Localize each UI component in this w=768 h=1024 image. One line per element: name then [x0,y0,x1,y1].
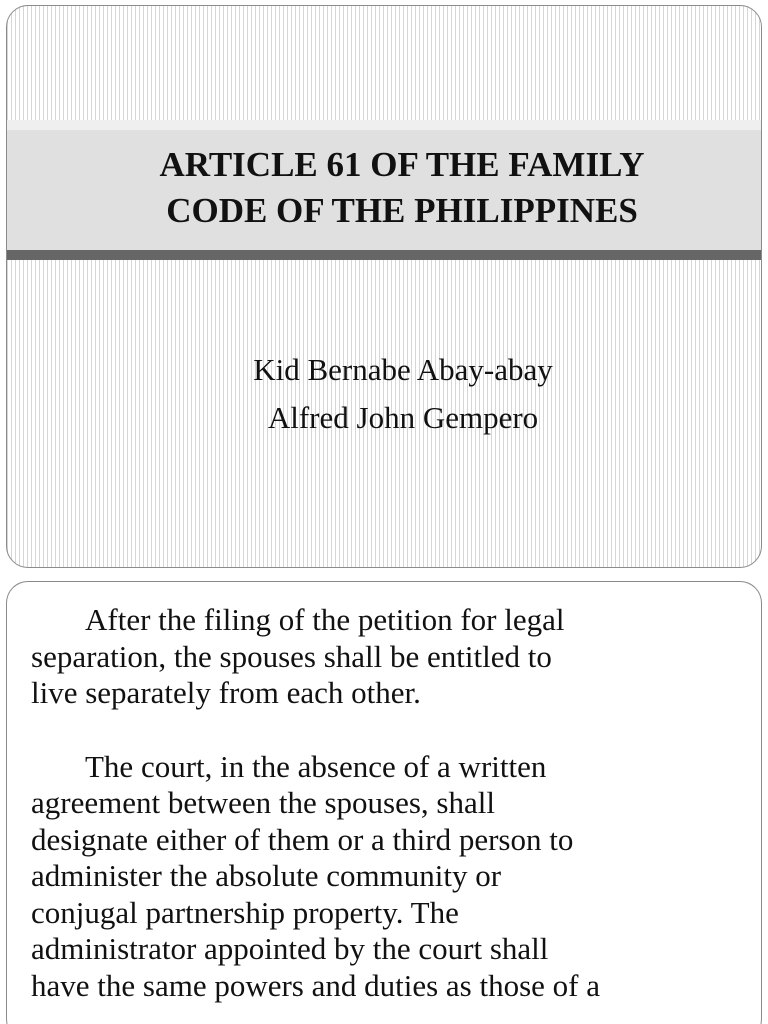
text-line: The court, in the absence of a written [85,748,547,784]
title-slide [6,5,762,568]
author-name: Kid Bernabe Abay-abay [253,352,553,387]
slide-title [7,142,761,234]
text-line: administrator appointed by the court shall [31,931,549,966]
text-line: have the same powers and duties as those of a [31,967,601,1003]
slide-title-line: CODE OF THE PHILIPPINES [166,191,638,230]
text-line: administer the absolute community or [31,858,502,893]
article-paragraph [31,602,751,712]
text-line: separation, the spouses shall be entitled to [31,638,552,674]
text-line: agreement between the spouses, shall [31,785,495,820]
article-paragraph [31,749,751,1005]
text-line: conjugal partnership property. The [31,894,459,930]
text-line: designate either of them or a third person to [31,821,574,857]
text-line: live separately from each other. [31,675,421,710]
title-divider-bar [7,250,761,260]
text-line: After the filing of the petition for legal [85,602,565,637]
author-list [7,346,761,442]
content-slide [6,581,762,1024]
slide-title-line: ARTICLE 61 OF THE FAMILY [159,145,645,184]
author-name: Alfred John Gempero [267,400,539,435]
article-text [31,602,751,1024]
